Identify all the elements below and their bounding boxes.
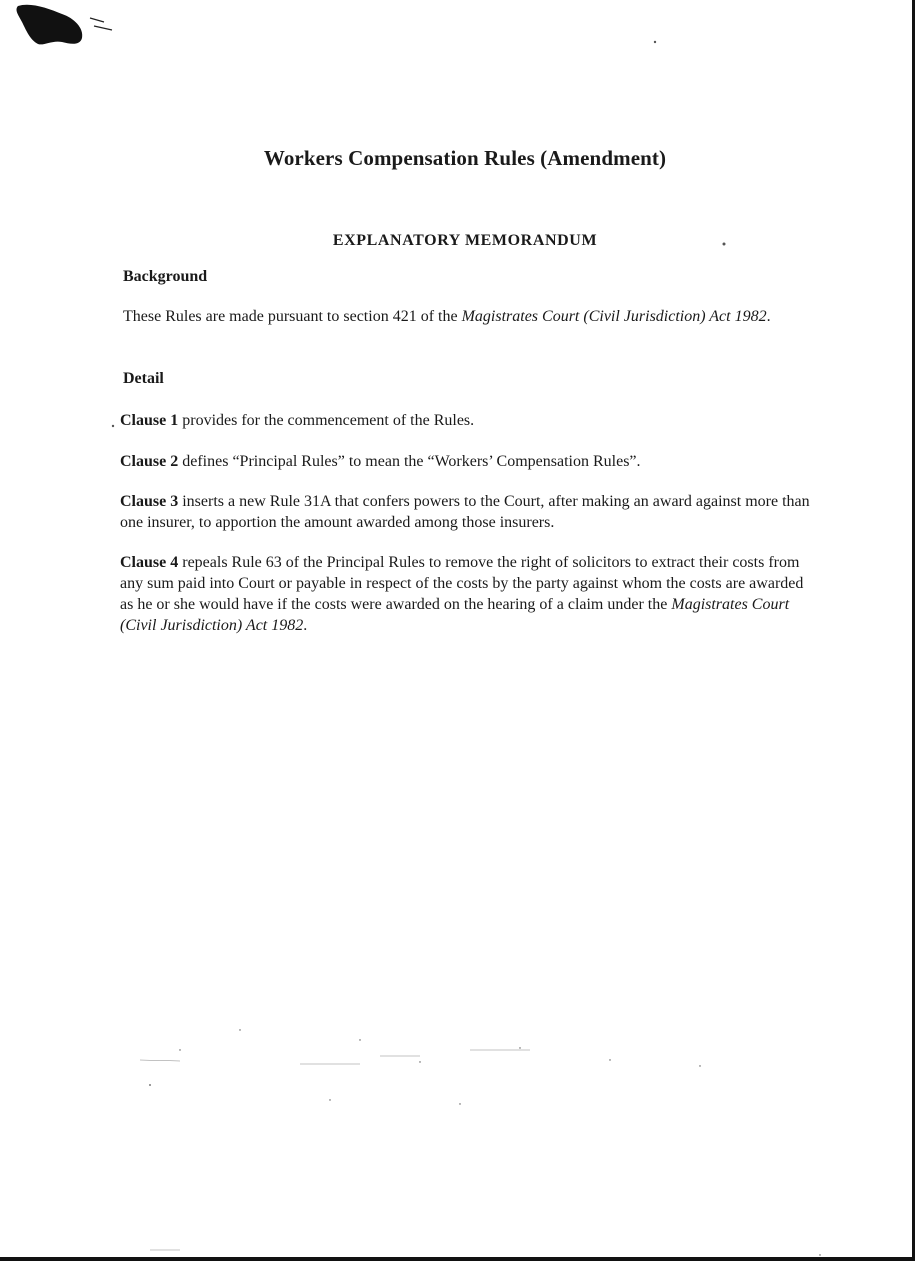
clause-4-act-title: Magistrates Court (Civil Jurisdiction) Act 1982 xyxy=(120,596,790,634)
background-act-title: Magistrates Court (Civil Jurisdiction) Act 1982 xyxy=(461,308,767,325)
background-heading: Background xyxy=(123,268,208,285)
clause-3-label: Clause 3 xyxy=(120,493,179,510)
clause-3-text: inserts a new Rule 31A that confers powers to the Court, after making an award against more than one insurer, to apportion the amount awarded among those insurers. xyxy=(120,493,810,531)
clause-4-paragraph xyxy=(120,552,810,636)
clause-4-label: Clause 4 xyxy=(120,554,179,571)
background-end: . xyxy=(766,308,771,325)
clause-1-label: Clause 1 xyxy=(120,412,179,429)
document-subtitle: EXPLANATORY MEMORANDUM xyxy=(332,232,598,249)
clause-3-paragraph xyxy=(120,491,810,533)
clause-2-label: Clause 2 xyxy=(120,453,179,470)
detail-heading: Detail xyxy=(123,370,164,387)
document-title: Workers Compensation Rules (Amendment) xyxy=(263,146,667,170)
clause-2-paragraph xyxy=(120,451,810,472)
clause-2-text: defines “Principal Rules” to mean the “Workers’ Compensation Rules”. xyxy=(178,453,641,470)
clause-1-paragraph xyxy=(120,410,810,431)
background-paragraph xyxy=(123,306,813,327)
clause-1-text: provides for the commencement of the Rules. xyxy=(178,412,475,429)
clause-4-end: . xyxy=(303,617,308,634)
background-text: These Rules are made pursuant to section 421 of the xyxy=(123,308,462,325)
clause-4-text: repeals Rule 63 of the Principal Rules to remove the right of solicitors to extract their costs from any sum paid into Court or payable in respect of the costs by the party against whom the costs are awarded as he or she would have if the costs were awarded on the hearing of a claim under the xyxy=(120,554,804,613)
